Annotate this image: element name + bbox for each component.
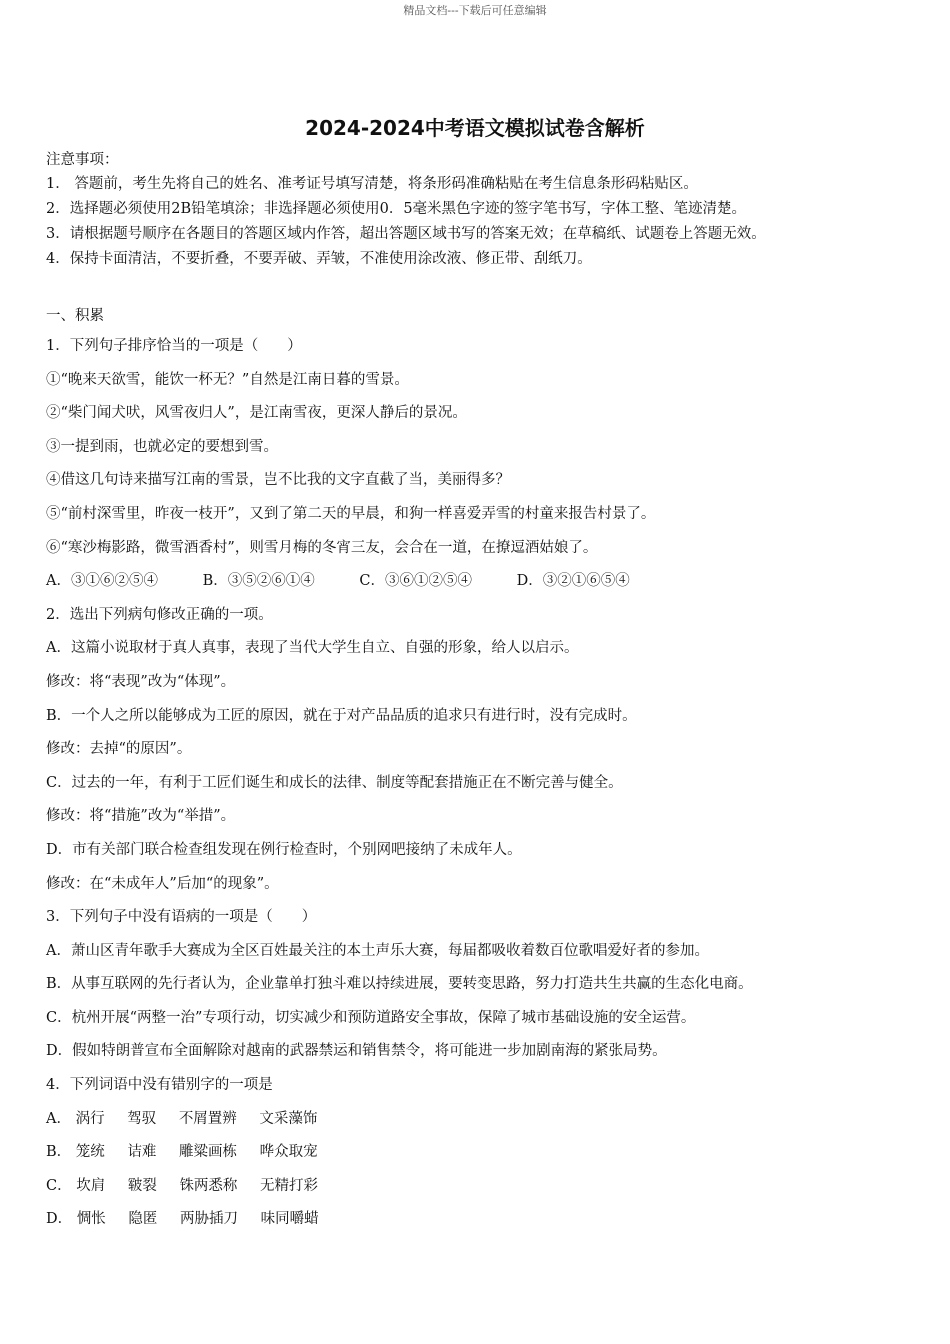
q3-option: A．萧山区青年歌手大赛成为全区百姓最关注的本土声乐大赛，每届都吸收着数百位歌唱爱好者的参加。 xyxy=(46,942,709,959)
q3-option: B．从事互联网的先行者认为，企业靠单打独斗难以持续进展，要转变思路，努力打造共生共赢的生态化电商。 xyxy=(46,976,753,993)
q4-option xyxy=(46,1203,916,1237)
exam-section xyxy=(46,303,916,1237)
word: 铢两悉称 xyxy=(179,1177,238,1194)
notice-block xyxy=(46,148,916,272)
q1-sentence: ④借这几句诗来描写江南的雪景，岂不比我的文字直截了当，美丽得多？ xyxy=(46,472,510,489)
notice-item: 2．选择题必须使用2B铅笔填涂；非选择题必须使用0．5毫米黑色字迹的签字笔书写，字体工整、笔迹清楚。 xyxy=(46,201,747,217)
notice-item: 3．请根据题号顺序在各题目的答题区域内作答，超出答题区域书写的答案无效；在草稿纸、试题卷上答题无效。 xyxy=(46,226,766,242)
word: 两胁插刀 xyxy=(179,1211,238,1228)
word: 雕粱画栋 xyxy=(178,1144,237,1161)
page-title: 2024-2024中考语文模拟试卷含解析 xyxy=(305,116,645,140)
q2-line: B．一个人之所以能够成为工匠的原因，就在于对产品品质的追求只有进行时，没有完成时。 xyxy=(46,707,637,724)
q2-line: 修改：在“未成年人”后加“的现象”。 xyxy=(46,875,279,892)
document-body xyxy=(46,148,916,1237)
q1-sentence: ①“晚来天欲雪，能饮一杯无？”自然是江南日暮的雪景。 xyxy=(46,371,409,388)
option-letter: D． xyxy=(46,1211,73,1228)
word: 隐匿 xyxy=(128,1211,158,1228)
word: 惆怅 xyxy=(76,1211,106,1228)
q1-option-d: D．③②①⑥⑤④ xyxy=(516,573,630,590)
option-letter: A． xyxy=(46,1110,71,1127)
q1-option-a: A．③①⑥②⑤④ xyxy=(46,573,158,590)
spacer xyxy=(46,272,916,303)
word: 笼统 xyxy=(75,1144,105,1161)
q1-sentence: ③一提到雨，也就必定的要想到雪。 xyxy=(46,438,278,455)
q4-option xyxy=(46,1103,916,1137)
word: 皲裂 xyxy=(127,1177,157,1194)
question-stem: 1．下列句子排序恰当的一项是（ ） xyxy=(46,338,302,354)
word: 哗众取宠 xyxy=(259,1144,318,1161)
q3-option: C．杭州开展“两整一治”专项行动，切实减少和预防道路安全事故，保障了城市基础设施的安全运营。 xyxy=(46,1009,696,1026)
q1-sentence: ⑥“寒沙梅影路，微雪酒香村”，则雪月梅的冬宵三友，会合在一道，在撩逗酒姑娘了。 xyxy=(46,539,598,556)
option-letter: C． xyxy=(46,1177,72,1194)
question-stem: 2．选出下列病句修改正确的一项。 xyxy=(46,606,273,623)
notice-item: 4．保持卡面清洁，不要折叠，不要弄破、弄皱，不准使用涂改液、修正带、刮纸刀。 xyxy=(46,251,592,267)
q2-line: 修改：去掉“的原因”。 xyxy=(46,741,192,758)
q1-sentence: ②“柴门闻犬吠，风雪夜归人”，是江南雪夜，更深人静后的景况。 xyxy=(46,405,467,422)
word: 无精打彩 xyxy=(260,1177,319,1194)
word: 文采藻饰 xyxy=(259,1110,318,1127)
notice-item: 1． 答题前，考生先将自己的姓名、准考证号填写清楚，将条形码准确粘贴在考生信息条形码粘贴区。 xyxy=(46,176,698,192)
q1-options xyxy=(46,565,916,599)
q4-option xyxy=(46,1170,916,1204)
word: 味同嚼蜡 xyxy=(260,1211,319,1228)
q4-option xyxy=(46,1136,916,1170)
question-stem: 3．下列句子中没有语病的一项是（ ） xyxy=(46,909,317,926)
q2-line: A．这篇小说取材于真人真事，表现了当代大学生自立、自强的形象，给人以启示。 xyxy=(46,640,579,657)
notice-heading: 注意事项： xyxy=(46,152,119,168)
q1-sentence: ⑤“前村深雪里，昨夜一枝开”，又到了第二天的早晨，和狗一样喜爱弄雪的村童来报告村景了。 xyxy=(46,505,656,522)
q1-option-b: B．③⑤②⑥①④ xyxy=(202,573,315,590)
q2-line: C．过去的一年，有利于工匠们诞生和成长的法律、制度等配套措施正在不断完善与健全。 xyxy=(46,774,623,791)
section-title: 一、积累 xyxy=(46,308,104,324)
header-note: 精品文档---下载后可任意编辑 xyxy=(403,4,547,17)
q1-option-c: C．③⑥①②⑤④ xyxy=(359,573,472,590)
word: 不屑置辨 xyxy=(178,1110,237,1127)
option-letter: B． xyxy=(46,1144,72,1161)
q2-line: 修改：将“措施”改为“举措”。 xyxy=(46,808,236,825)
question-stem: 4．下列词语中没有错别字的一项是 xyxy=(46,1077,273,1094)
q2-line: 修改：将“表现”改为“体现”。 xyxy=(46,673,236,690)
q3-option: D．假如特朗普宣布全面解除对越南的武器禁运和销售禁令，将可能进一步加剧南海的紧张局势。 xyxy=(46,1043,667,1060)
word: 驾驭 xyxy=(127,1110,157,1127)
word: 坎肩 xyxy=(76,1177,106,1194)
word: 涡行 xyxy=(75,1110,105,1127)
q2-line: D．市有关部门联合检查组发现在例行检查时，个别网吧接纳了未成年人。 xyxy=(46,841,522,858)
word: 诘难 xyxy=(127,1144,157,1161)
